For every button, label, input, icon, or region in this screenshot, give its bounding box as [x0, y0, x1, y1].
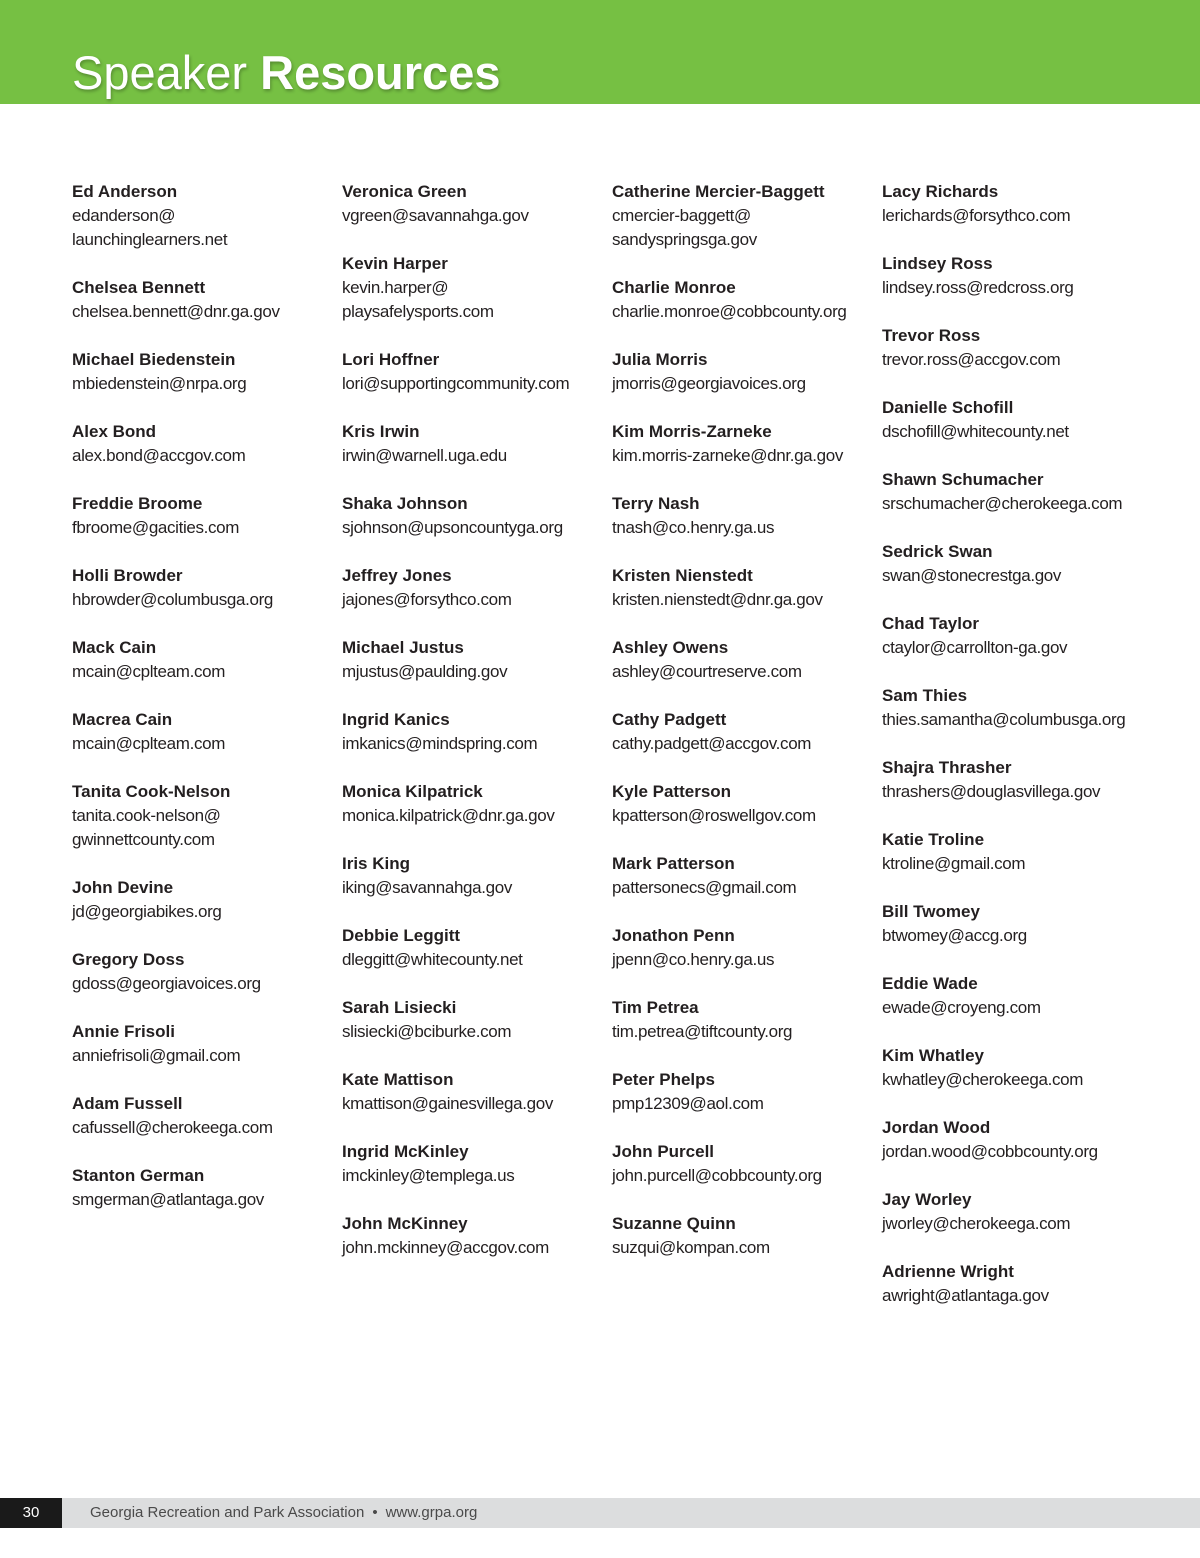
speaker-name: Bill Twomey — [882, 902, 980, 921]
speaker-name: Freddie Broome — [72, 494, 203, 513]
speaker-email[interactable] — [882, 636, 1152, 660]
speaker-email[interactable] — [72, 1188, 342, 1212]
speaker-column-1 — [72, 180, 342, 1236]
speaker-entry — [612, 180, 882, 252]
speaker-email-line[interactable]: cafussell@cherokeega.com — [72, 1118, 273, 1137]
speaker-email[interactable] — [882, 924, 1152, 948]
speaker-email-line[interactable]: kwhatley@cherokeega.com — [882, 1070, 1084, 1089]
speaker-name: Kate Mattison — [342, 1070, 454, 1089]
speaker-email[interactable] — [612, 1164, 882, 1188]
speaker-email-line[interactable]: sjohnson@upsoncountyga.org — [342, 518, 563, 537]
speaker-entry — [72, 1020, 342, 1068]
speaker-entry — [612, 348, 882, 396]
speaker-name: Shaka Johnson — [342, 494, 468, 513]
speaker-entry — [612, 1212, 882, 1260]
speaker-entry — [72, 708, 342, 756]
speaker-email-line[interactable]: edanderson@ — [72, 206, 176, 225]
speaker-entry — [612, 924, 882, 972]
speaker-email-line[interactable]: jajones@forsythco.com — [342, 590, 512, 609]
speaker-name: Chelsea Bennett — [72, 278, 206, 297]
speaker-email[interactable] — [72, 204, 342, 252]
speaker-entry — [72, 780, 342, 852]
speaker-entry — [882, 540, 1152, 588]
footer-separator: • — [372, 1504, 378, 1521]
speaker-email[interactable] — [882, 1284, 1152, 1308]
speaker-entry — [612, 420, 882, 468]
speaker-entry — [612, 780, 882, 828]
speaker-entry — [342, 348, 612, 396]
speaker-name: John Purcell — [612, 1142, 715, 1161]
page-footer — [0, 1498, 1200, 1528]
speaker-entry — [342, 1068, 612, 1116]
page-header — [0, 0, 1200, 104]
speaker-email-line[interactable]: ewade@croyeng.com — [882, 998, 1041, 1017]
speaker-email-line[interactable]: gdoss@georgiavoices.org — [72, 974, 261, 993]
speaker-name: Eddie Wade — [882, 974, 978, 993]
speaker-email[interactable] — [342, 372, 612, 396]
speaker-name: Kris Irwin — [342, 422, 420, 441]
speaker-email-line[interactable]: tanita.cook-nelson@ — [72, 806, 221, 825]
speaker-email[interactable] — [882, 996, 1152, 1020]
speaker-name: Jonathon Penn — [612, 926, 735, 945]
speaker-email[interactable] — [882, 564, 1152, 588]
speaker-email[interactable] — [612, 1092, 882, 1116]
speaker-entry — [612, 996, 882, 1044]
speaker-name: Adam Fussell — [72, 1094, 183, 1113]
speaker-name: Julia Morris — [612, 350, 708, 369]
speaker-entry — [72, 948, 342, 996]
speaker-name: Jeffrey Jones — [342, 566, 452, 585]
speaker-name: Sam Thies — [882, 686, 968, 705]
speaker-name: Shawn Schumacher — [882, 470, 1044, 489]
speaker-email[interactable] — [72, 588, 342, 612]
speaker-name: Ed Anderson — [72, 182, 178, 201]
speaker-email-line[interactable]: kristen.nienstedt@dnr.ga.gov — [612, 590, 823, 609]
speaker-email-line[interactable]: suzqui@kompan.com — [612, 1238, 770, 1257]
speaker-email-line[interactable]: btwomey@accg.org — [882, 926, 1027, 945]
speaker-email-line[interactable]: cathy.padgett@accgov.com — [612, 734, 812, 753]
speaker-email[interactable] — [72, 972, 342, 996]
speaker-email[interactable] — [612, 204, 882, 252]
page-title — [72, 44, 500, 102]
speaker-email-line[interactable]: mjustus@paulding.gov — [342, 662, 508, 681]
speaker-name: Iris King — [342, 854, 411, 873]
speaker-email-line[interactable]: mbiedenstein@nrpa.org — [72, 374, 247, 393]
speaker-email[interactable] — [72, 1044, 342, 1068]
speaker-name: Ingrid McKinley — [342, 1142, 469, 1161]
speaker-email[interactable] — [342, 516, 612, 540]
speaker-name: Gregory Doss — [72, 950, 185, 969]
speaker-email-line[interactable]: fbroome@gacities.com — [72, 518, 240, 537]
speaker-entry — [612, 708, 882, 756]
speaker-email-line[interactable]: jordan.wood@cobbcounty.org — [882, 1142, 1098, 1161]
speaker-email[interactable] — [882, 1140, 1152, 1164]
speaker-email[interactable] — [882, 348, 1152, 372]
speaker-name: Holli Browder — [72, 566, 183, 585]
speaker-entry — [882, 468, 1152, 516]
page-number: 30 — [0, 1498, 62, 1528]
page-title-bold: Resources — [260, 46, 501, 99]
speaker-name: Tim Petrea — [612, 998, 699, 1017]
speaker-email[interactable] — [342, 204, 612, 228]
speaker-email[interactable] — [882, 852, 1152, 876]
speaker-email-line[interactable]: jworley@cherokeega.com — [882, 1214, 1071, 1233]
speaker-name: Monica Kilpatrick — [342, 782, 483, 801]
speaker-email[interactable] — [612, 660, 882, 684]
speaker-email-line[interactable]: launchinglearners.net — [72, 230, 228, 249]
speaker-name: Adrienne Wright — [882, 1262, 1014, 1281]
speaker-email-line[interactable]: thies.samantha@columbusga.org — [882, 710, 1126, 729]
speaker-entry — [612, 492, 882, 540]
speaker-email-line[interactable]: charlie.monroe@cobbcounty.org — [612, 302, 847, 321]
speaker-name: John McKinney — [342, 1214, 468, 1233]
speaker-email-line[interactable]: thrashers@douglasvillega.gov — [882, 782, 1101, 801]
speaker-name: Catherine Mercier-Baggett — [612, 182, 825, 201]
speaker-name: Ingrid Kanics — [342, 710, 450, 729]
speaker-email[interactable] — [72, 900, 342, 924]
speaker-entry — [342, 780, 612, 828]
speaker-email[interactable] — [342, 876, 612, 900]
speaker-email[interactable] — [882, 1212, 1152, 1236]
speaker-entry — [612, 1068, 882, 1116]
speaker-email[interactable] — [612, 1236, 882, 1260]
speaker-email-line[interactable]: ktroline@gmail.com — [882, 854, 1026, 873]
speaker-entry — [72, 1092, 342, 1140]
speaker-email-line[interactable]: lori@supportingcommunity.com — [342, 374, 570, 393]
speaker-email-line[interactable]: srschumacher@cherokeega.com — [882, 494, 1123, 513]
speaker-email[interactable] — [72, 300, 342, 324]
speaker-entry — [342, 996, 612, 1044]
speaker-name: Lindsey Ross — [882, 254, 993, 273]
speaker-email[interactable] — [72, 732, 342, 756]
speaker-email-line[interactable]: kmattison@gainesvillega.gov — [342, 1094, 553, 1113]
speaker-entry — [612, 276, 882, 324]
speaker-email-line[interactable]: john.mckinney@accgov.com — [342, 1238, 549, 1257]
speaker-name: Suzanne Quinn — [612, 1214, 736, 1233]
speaker-entry — [882, 972, 1152, 1020]
speaker-column-3 — [612, 180, 882, 1284]
speaker-name: Kim Whatley — [882, 1046, 985, 1065]
speaker-entry — [342, 492, 612, 540]
speaker-email[interactable] — [612, 876, 882, 900]
speaker-entry — [342, 636, 612, 684]
speaker-entry — [72, 348, 342, 396]
speaker-name: Debbie Leggitt — [342, 926, 461, 945]
speaker-email-line[interactable]: jpenn@co.henry.ga.us — [612, 950, 775, 969]
speaker-entry — [342, 564, 612, 612]
speaker-email[interactable] — [342, 804, 612, 828]
speaker-name: Lori Hoffner — [342, 350, 440, 369]
speaker-name: Trevor Ross — [882, 326, 981, 345]
speaker-name: Sarah Lisiecki — [342, 998, 457, 1017]
speaker-entry — [882, 900, 1152, 948]
speaker-email-line[interactable]: tnash@co.henry.ga.us — [612, 518, 775, 537]
speaker-email-line[interactable]: ctaylor@carrollton-ga.gov — [882, 638, 1068, 657]
speaker-email-line[interactable]: jd@georgiabikes.org — [72, 902, 222, 921]
speaker-entry — [72, 876, 342, 924]
speaker-email-line[interactable]: dleggitt@whitecounty.net — [342, 950, 523, 969]
speaker-name: Jay Worley — [882, 1190, 972, 1209]
speaker-email-line[interactable]: kim.morris-zarneke@dnr.ga.gov — [612, 446, 844, 465]
speaker-email[interactable] — [342, 660, 612, 684]
speaker-email-line[interactable]: dschofill@whitecounty.net — [882, 422, 1069, 441]
speaker-email-line[interactable]: smgerman@atlantaga.gov — [72, 1190, 264, 1209]
speaker-email[interactable] — [612, 588, 882, 612]
speaker-entry — [612, 1140, 882, 1188]
speaker-email-line[interactable]: trevor.ross@accgov.com — [882, 350, 1061, 369]
speaker-name: Alex Bond — [72, 422, 157, 441]
speaker-email[interactable] — [612, 948, 882, 972]
speaker-name: Macrea Cain — [72, 710, 173, 729]
speaker-email-line[interactable]: mcain@cplteam.com — [72, 734, 226, 753]
speaker-entry — [72, 276, 342, 324]
speaker-name: Kyle Patterson — [612, 782, 732, 801]
speaker-entry — [342, 852, 612, 900]
speaker-email-line[interactable]: kevin.harper@ — [342, 278, 449, 297]
speaker-email[interactable] — [72, 516, 342, 540]
speaker-name: Charlie Monroe — [612, 278, 736, 297]
speaker-email-line[interactable]: imckinley@templega.us — [342, 1166, 515, 1185]
footer-organization: Georgia Recreation and Park Association — [90, 1504, 365, 1521]
speaker-email[interactable] — [72, 804, 342, 852]
speaker-email-line[interactable]: irwin@warnell.uga.edu — [342, 446, 507, 465]
speaker-name: Michael Justus — [342, 638, 464, 657]
speaker-name: Cathy Padgett — [612, 710, 727, 729]
speaker-entry — [72, 420, 342, 468]
speaker-email[interactable] — [612, 300, 882, 324]
speaker-email-line[interactable]: sandyspringsga.gov — [612, 230, 757, 249]
speaker-name: Kim Morris-Zarneke — [612, 422, 772, 441]
speaker-column-4 — [882, 180, 1152, 1332]
speaker-email-line[interactable]: playsafelysports.com — [342, 302, 494, 321]
speaker-name: Annie Frisoli — [72, 1022, 175, 1041]
speaker-email[interactable] — [612, 1020, 882, 1044]
speaker-name: Michael Biedenstein — [72, 350, 236, 369]
speaker-name: Veronica Green — [342, 182, 467, 201]
speaker-email-line[interactable]: ashley@courtreserve.com — [612, 662, 802, 681]
speaker-email[interactable] — [612, 804, 882, 828]
speaker-entry — [342, 1140, 612, 1188]
speaker-email-line[interactable]: alex.bond@accgov.com — [72, 446, 246, 465]
speaker-entry — [612, 852, 882, 900]
speaker-entry — [882, 396, 1152, 444]
speaker-email[interactable] — [342, 1164, 612, 1188]
speaker-name: Jordan Wood — [882, 1118, 991, 1137]
speaker-email-line[interactable]: monica.kilpatrick@dnr.ga.gov — [342, 806, 555, 825]
speaker-email[interactable] — [612, 516, 882, 540]
speaker-name: Tanita Cook-Nelson — [72, 782, 231, 801]
speaker-entry — [882, 1116, 1152, 1164]
speaker-entry — [342, 252, 612, 324]
speaker-email-line[interactable]: imkanics@mindspring.com — [342, 734, 538, 753]
speaker-entry — [72, 564, 342, 612]
speaker-email-line[interactable]: jmorris@georgiavoices.org — [612, 374, 806, 393]
footer-website-link[interactable]: www.grpa.org — [385, 1504, 478, 1521]
speaker-email-line[interactable]: lindsey.ross@redcross.org — [882, 278, 1074, 297]
speaker-entry — [882, 1260, 1152, 1308]
speaker-email[interactable] — [72, 1116, 342, 1140]
speaker-name: Stanton German — [72, 1166, 205, 1185]
speaker-name: Peter Phelps — [612, 1070, 715, 1089]
speaker-email[interactable] — [882, 1068, 1152, 1092]
speaker-email[interactable] — [342, 732, 612, 756]
speaker-name: Terry Nash — [612, 494, 700, 513]
speaker-entry — [882, 828, 1152, 876]
speaker-email[interactable] — [612, 732, 882, 756]
speaker-name: Shajra Thrasher — [882, 758, 1012, 777]
speaker-email[interactable] — [882, 708, 1152, 732]
speaker-email[interactable] — [342, 1236, 612, 1260]
speaker-name: John Devine — [72, 878, 174, 897]
speaker-email-line[interactable]: pattersonecs@gmail.com — [612, 878, 797, 897]
speaker-email[interactable] — [882, 276, 1152, 300]
speaker-entry — [342, 420, 612, 468]
speaker-name: Katie Troline — [882, 830, 985, 849]
speaker-email[interactable] — [882, 420, 1152, 444]
speaker-email-line[interactable]: chelsea.bennett@dnr.ga.gov — [72, 302, 280, 321]
speaker-email[interactable] — [342, 1092, 612, 1116]
speaker-email[interactable] — [882, 204, 1152, 228]
speaker-email[interactable] — [342, 444, 612, 468]
speaker-entry — [72, 492, 342, 540]
speaker-email-line[interactable]: swan@stonecrestga.gov — [882, 566, 1062, 585]
speaker-email-line[interactable]: hbrowder@columbusga.org — [72, 590, 274, 609]
speaker-entry — [882, 1188, 1152, 1236]
speaker-entry — [882, 180, 1152, 228]
speaker-name: Danielle Schofill — [882, 398, 1014, 417]
speaker-email[interactable] — [72, 444, 342, 468]
speaker-email[interactable] — [612, 372, 882, 396]
speaker-name: Sedrick Swan — [882, 542, 993, 561]
speaker-entry — [72, 1164, 342, 1212]
speaker-name: Mark Patterson — [612, 854, 735, 873]
speaker-email[interactable] — [72, 660, 342, 684]
speaker-email-line[interactable]: gwinnettcounty.com — [72, 830, 215, 849]
speaker-email[interactable] — [342, 588, 612, 612]
speaker-name: Ashley Owens — [612, 638, 729, 657]
speaker-entry — [342, 924, 612, 972]
speaker-email-line[interactable]: awright@atlantaga.gov — [882, 1286, 1049, 1305]
speaker-entry — [342, 1212, 612, 1260]
footer-text — [90, 1498, 477, 1528]
speaker-entry — [612, 636, 882, 684]
speaker-entry — [342, 180, 612, 228]
speaker-email-line[interactable]: vgreen@savannahga.gov — [342, 206, 529, 225]
speaker-email-line[interactable]: pmp12309@aol.com — [612, 1094, 764, 1113]
speaker-email-line[interactable]: iking@savannahga.gov — [342, 878, 512, 897]
speaker-email[interactable] — [72, 372, 342, 396]
speaker-entry — [612, 564, 882, 612]
speaker-email-line[interactable]: tim.petrea@tiftcounty.org — [612, 1022, 793, 1041]
speaker-email-line[interactable]: lerichards@forsythco.com — [882, 206, 1071, 225]
speaker-entry — [882, 684, 1152, 732]
speaker-entry — [342, 708, 612, 756]
speaker-name: Lacy Richards — [882, 182, 999, 201]
speaker-entry — [882, 252, 1152, 300]
speaker-email-line[interactable]: slisiecki@bciburke.com — [342, 1022, 512, 1041]
speaker-email[interactable] — [882, 780, 1152, 804]
speaker-entry — [72, 636, 342, 684]
speaker-email[interactable] — [342, 1020, 612, 1044]
speaker-email[interactable] — [882, 492, 1152, 516]
speaker-name: Mack Cain — [72, 638, 157, 657]
speaker-entry — [882, 612, 1152, 660]
speaker-name: Chad Taylor — [882, 614, 979, 633]
page-title-light: Speaker — [72, 46, 248, 99]
speaker-name: Kristen Nienstedt — [612, 566, 753, 585]
speaker-entry — [72, 180, 342, 252]
speaker-entry — [882, 756, 1152, 804]
speaker-name: Kevin Harper — [342, 254, 448, 273]
speaker-column-2 — [342, 180, 612, 1284]
speaker-email[interactable] — [342, 948, 612, 972]
speaker-entry — [882, 1044, 1152, 1092]
speaker-email-line[interactable]: john.purcell@cobbcounty.org — [612, 1166, 822, 1185]
speaker-entry — [882, 324, 1152, 372]
speaker-email-line[interactable]: mcain@cplteam.com — [72, 662, 226, 681]
speaker-email-line[interactable]: kpatterson@roswellgov.com — [612, 806, 816, 825]
speaker-email[interactable] — [342, 276, 612, 324]
speaker-email-line[interactable]: anniefrisoli@gmail.com — [72, 1046, 241, 1065]
speaker-email[interactable] — [612, 444, 882, 468]
speaker-email-line[interactable]: cmercier-baggett@ — [612, 206, 751, 225]
